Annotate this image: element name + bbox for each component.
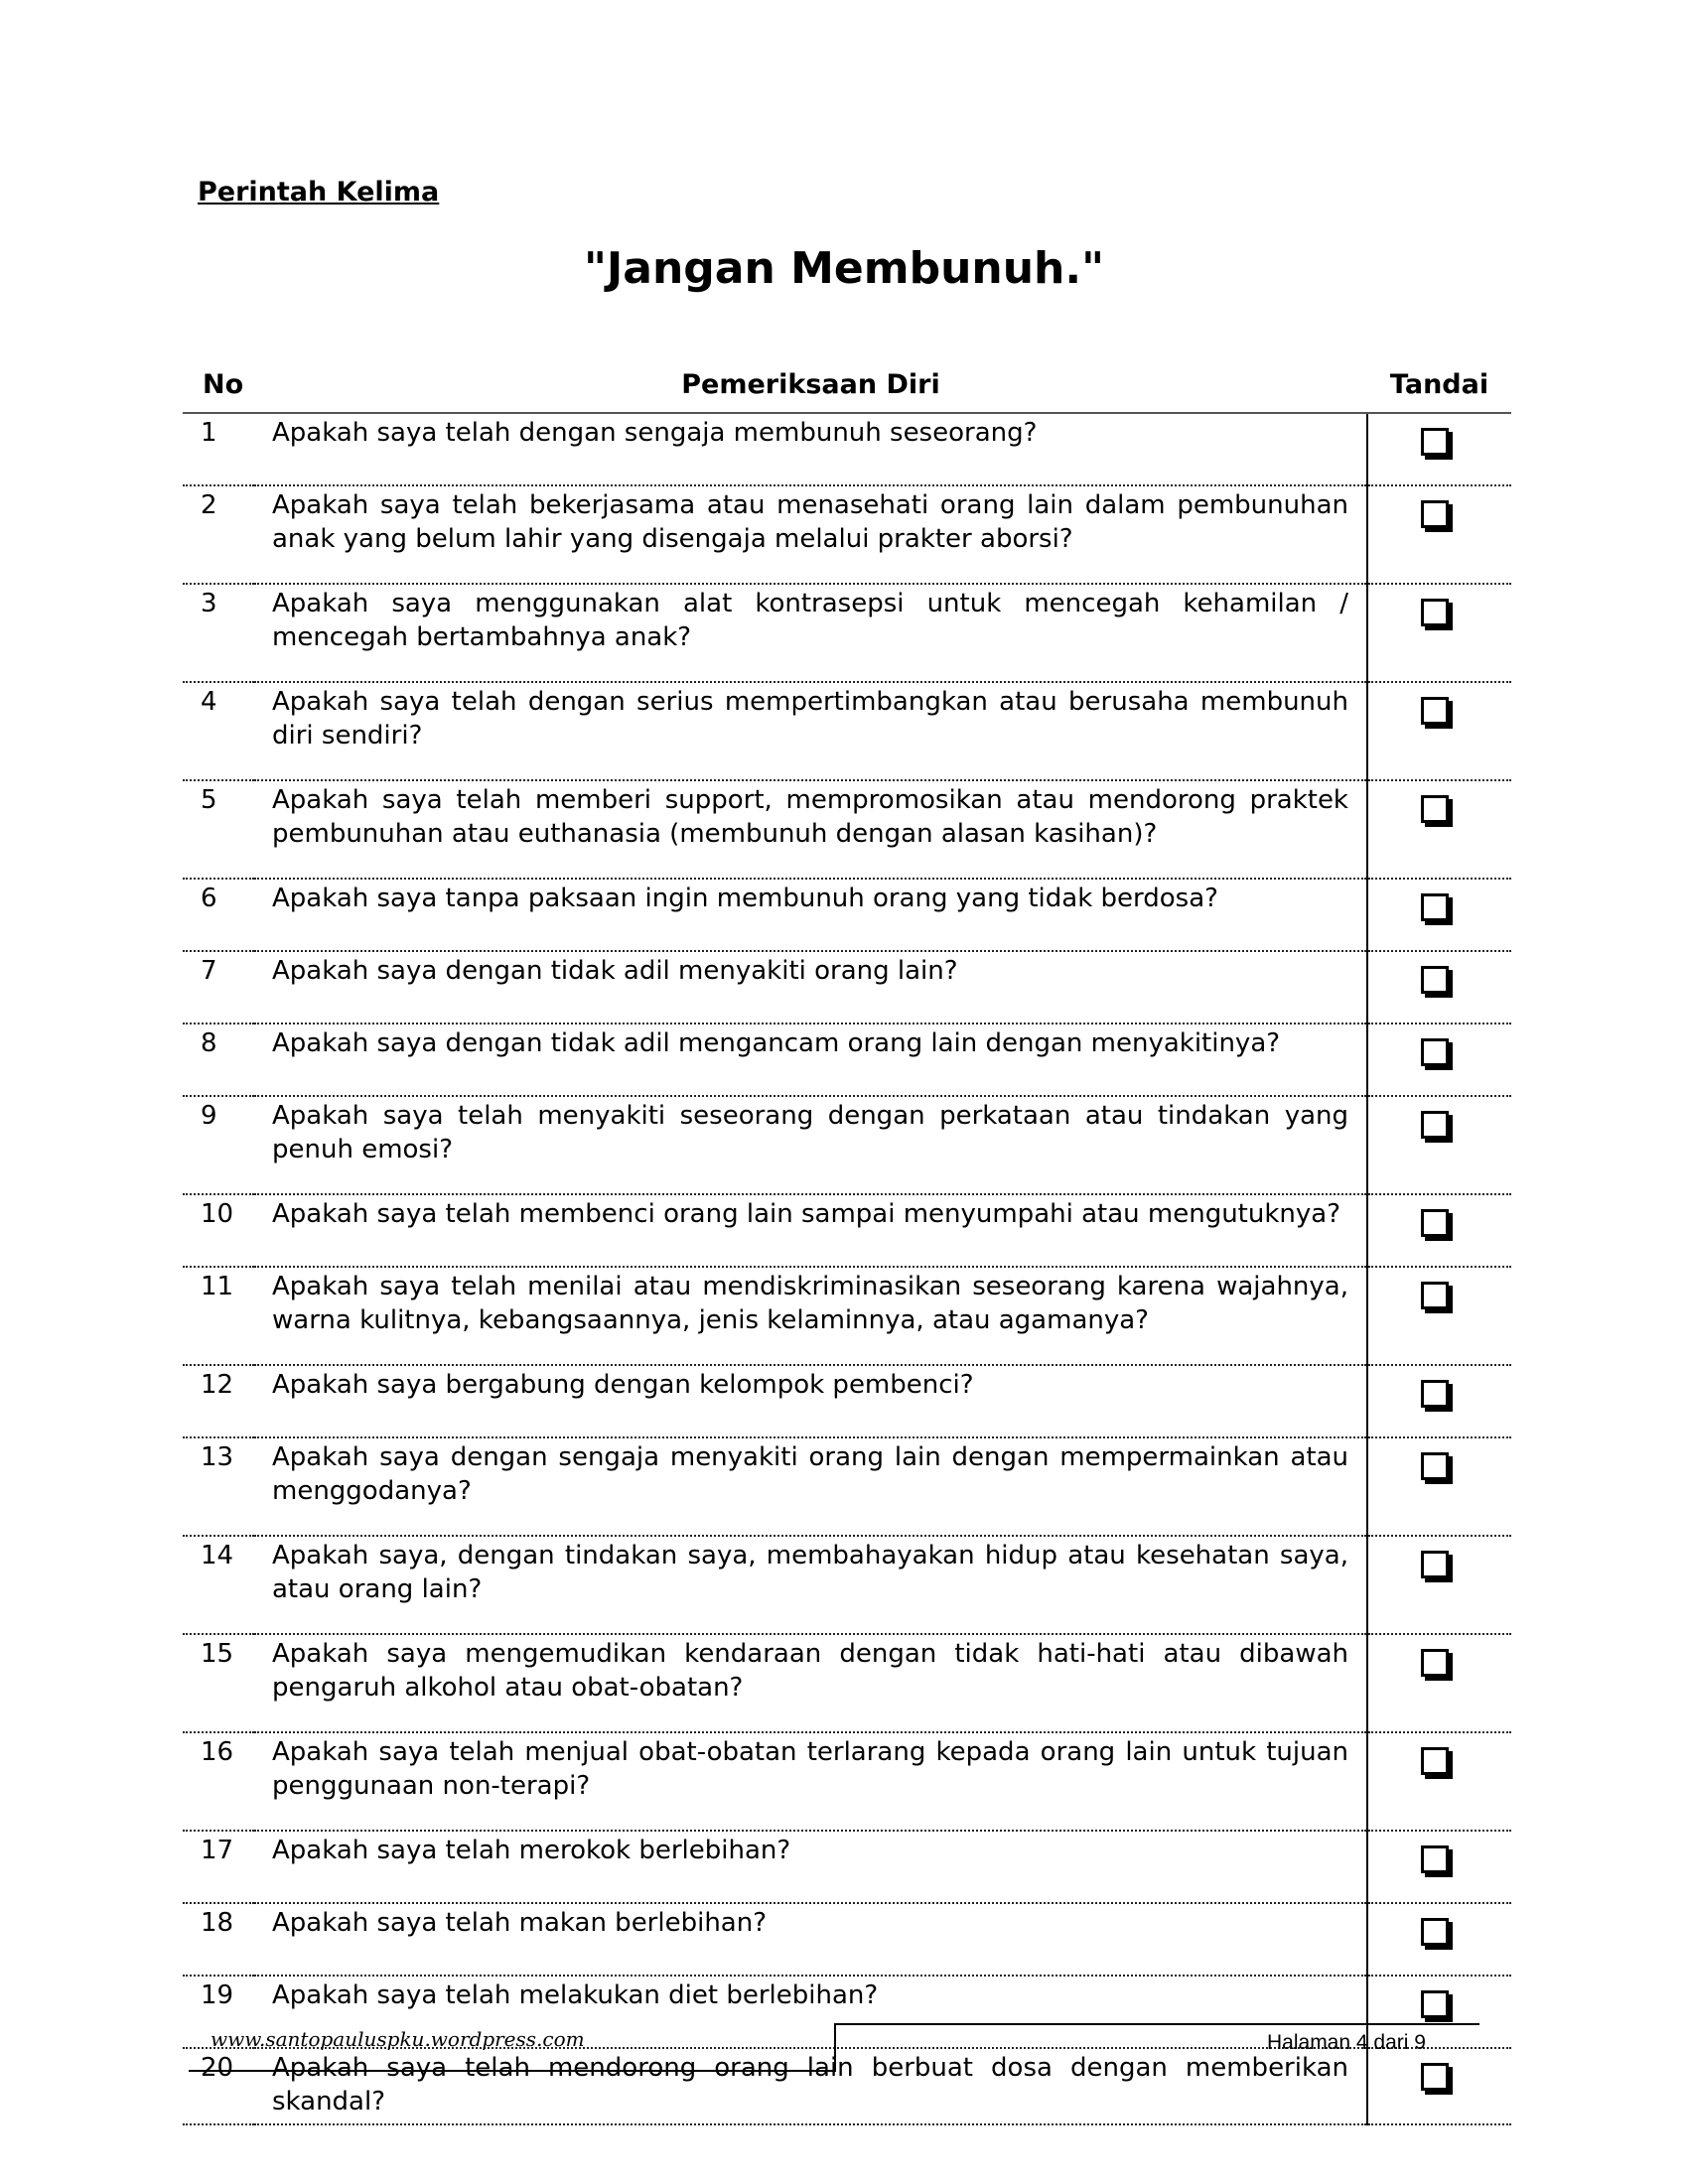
row-question: Apakah saya telah bekerjasama atau menasehati orang lain dalam pembunuhan anak yang belum lahir yang disengaja melalui prakter aborsi? (254, 485, 1367, 584)
row-checkbox-cell[interactable] (1367, 1536, 1511, 1634)
checkbox[interactable] (1421, 1282, 1449, 1309)
row-number: 6 (183, 879, 254, 951)
row-checkbox-cell[interactable] (1367, 1437, 1511, 1536)
row-question: Apakah saya telah merokok berlebihan? (254, 1831, 1367, 1903)
table-header-row (183, 357, 1511, 413)
checkbox[interactable] (1421, 2063, 1449, 2091)
footer-page-number: Halaman 4 dari 9 (1267, 2031, 1426, 2054)
row-checkbox-cell[interactable] (1367, 485, 1511, 584)
table-row (183, 1536, 1511, 1634)
row-checkbox-cell[interactable] (1367, 682, 1511, 780)
checkbox[interactable] (1421, 1845, 1449, 1873)
row-number: 2 (183, 485, 254, 584)
row-number: 9 (183, 1096, 254, 1194)
row-number: 18 (183, 1903, 254, 1976)
footer-rule-right (834, 2023, 1479, 2025)
row-number: 16 (183, 1732, 254, 1831)
row-question: Apakah saya, dengan tindakan saya, membahayakan hidup atau kesehatan saya, atau orang lain? (254, 1536, 1367, 1634)
column-header-question: Pemeriksaan Diri (254, 357, 1367, 413)
row-checkbox-cell[interactable] (1367, 1365, 1511, 1437)
row-number: 15 (183, 1634, 254, 1732)
row-checkbox-cell[interactable] (1367, 1096, 1511, 1194)
checkbox[interactable] (1421, 697, 1449, 725)
row-number: 13 (183, 1437, 254, 1536)
row-number: 10 (183, 1194, 254, 1267)
checkbox[interactable] (1421, 1918, 1449, 1946)
row-question: Apakah saya dengan tidak adil mengancam orang lain dengan menyakitinya? (254, 1024, 1367, 1096)
row-checkbox-cell[interactable] (1367, 1194, 1511, 1267)
table-row (183, 1903, 1511, 1976)
row-question: Apakah saya telah makan berlebihan? (254, 1903, 1367, 1976)
row-number: 7 (183, 951, 254, 1024)
row-question: Apakah saya telah menjual obat-obatan terlarang kepada orang lain untuk tujuan penggunaan non-terapi? (254, 1732, 1367, 1831)
row-checkbox-cell[interactable] (1367, 780, 1511, 879)
checkbox[interactable] (1421, 1038, 1449, 1066)
checkbox[interactable] (1421, 1209, 1449, 1237)
table-row (183, 1732, 1511, 1831)
row-number: 20 (183, 2048, 254, 2124)
row-number: 12 (183, 1365, 254, 1437)
table-row (183, 413, 1511, 485)
row-question: Apakah saya dengan tidak adil menyakiti orang lain? (254, 951, 1367, 1024)
row-checkbox-cell[interactable] (1367, 1732, 1511, 1831)
checkbox[interactable] (1421, 1380, 1449, 1408)
table-row (183, 1024, 1511, 1096)
table-row (183, 584, 1511, 682)
row-checkbox-cell[interactable] (1367, 584, 1511, 682)
row-checkbox-cell[interactable] (1367, 1903, 1511, 1976)
checkbox[interactable] (1421, 1111, 1449, 1139)
row-number: 8 (183, 1024, 254, 1096)
row-checkbox-cell[interactable] (1367, 1024, 1511, 1096)
table-row (183, 1831, 1511, 1903)
row-number: 4 (183, 682, 254, 780)
table-row (183, 1096, 1511, 1194)
table-row (183, 1194, 1511, 1267)
column-header-no: No (183, 357, 254, 413)
row-number: 5 (183, 780, 254, 879)
checkbox[interactable] (1421, 428, 1449, 456)
row-checkbox-cell[interactable] (1367, 951, 1511, 1024)
row-question: Apakah saya telah menilai atau mendiskriminasikan seseorang karena wajahnya, warna kulitnya, kebangsaannya, jenis kelaminnya, atau agamanya? (254, 1267, 1367, 1365)
table-row (183, 1365, 1511, 1437)
checkbox[interactable] (1421, 1747, 1449, 1775)
row-question: Apakah saya telah melakukan diet berlebihan? (254, 1976, 1367, 2048)
row-question: Apakah saya telah mendorong orang lain berbuat dosa dengan memberikan skandal? (254, 2048, 1367, 2124)
checkbox[interactable] (1421, 893, 1449, 921)
checkbox[interactable] (1421, 966, 1449, 994)
row-question: Apakah saya telah menyakiti seseorang dengan perkataan atau tindakan yang penuh emosi? (254, 1096, 1367, 1194)
checkbox[interactable] (1421, 599, 1449, 626)
row-number: 19 (183, 1976, 254, 2048)
row-checkbox-cell[interactable] (1367, 1267, 1511, 1365)
row-question: Apakah saya mengemudikan kendaraan dengan tidak hati-hati atau dibawah pengaruh alkohol atau obat-obatan? (254, 1634, 1367, 1732)
checkbox[interactable] (1421, 1990, 1449, 2018)
table-row (183, 1437, 1511, 1536)
row-question: Apakah saya telah membenci orang lain sampai menyumpahi atau mengutuknya? (254, 1194, 1367, 1267)
row-question: Apakah saya telah memberi support, mempromosikan atau mendorong praktek pembunuhan atau euthanasia (membunuh dengan alasan kasihan)? (254, 780, 1367, 879)
table-row (183, 485, 1511, 584)
row-number: 11 (183, 1267, 254, 1365)
row-checkbox-cell[interactable] (1367, 879, 1511, 951)
row-number: 1 (183, 413, 254, 485)
row-number: 17 (183, 1831, 254, 1903)
row-question: Apakah saya bergabung dengan kelompok pembenci? (254, 1365, 1367, 1437)
checkbox[interactable] (1421, 500, 1449, 528)
table-row (183, 1634, 1511, 1732)
row-number: 3 (183, 584, 254, 682)
column-header-mark: Tandai (1367, 357, 1511, 413)
row-question: Apakah saya telah dengan serius mempertimbangkan atau berusaha membunuh diri sendiri? (254, 682, 1367, 780)
table-row (183, 1267, 1511, 1365)
row-checkbox-cell[interactable] (1367, 1831, 1511, 1903)
checkbox[interactable] (1421, 795, 1449, 823)
footer-rule-left (189, 2070, 836, 2072)
row-question: Apakah saya telah dengan sengaja membunuh seseorang? (254, 413, 1367, 485)
examination-table (183, 357, 1511, 2125)
table-row (183, 780, 1511, 879)
row-number: 14 (183, 1536, 254, 1634)
row-question: Apakah saya menggunakan alat kontrasepsi untuk mencegah kehamilan / mencegah bertambahnya anak? (254, 584, 1367, 682)
footer-rule-divider (834, 2023, 836, 2072)
row-question: Apakah saya tanpa paksaan ingin membunuh orang yang tidak berdosa? (254, 879, 1367, 951)
checkbox[interactable] (1421, 1452, 1449, 1480)
table-row (183, 2048, 1511, 2124)
table-row (183, 951, 1511, 1024)
section-heading: Perintah Kelima (198, 177, 440, 207)
row-checkbox-cell[interactable] (1367, 2048, 1511, 2124)
page-title: "Jangan Membunuh." (583, 243, 1105, 294)
checkbox[interactable] (1421, 1649, 1449, 1677)
table-row (183, 879, 1511, 951)
row-checkbox-cell[interactable] (1367, 1634, 1511, 1732)
checkbox[interactable] (1421, 1551, 1449, 1578)
row-checkbox-cell[interactable] (1367, 413, 1511, 485)
table-row (183, 682, 1511, 780)
row-question: Apakah saya dengan sengaja menyakiti orang lain dengan mempermainkan atau menggodanya? (254, 1437, 1367, 1536)
footer-website: www.santopauluspku.wordpress.com (211, 2027, 585, 2051)
